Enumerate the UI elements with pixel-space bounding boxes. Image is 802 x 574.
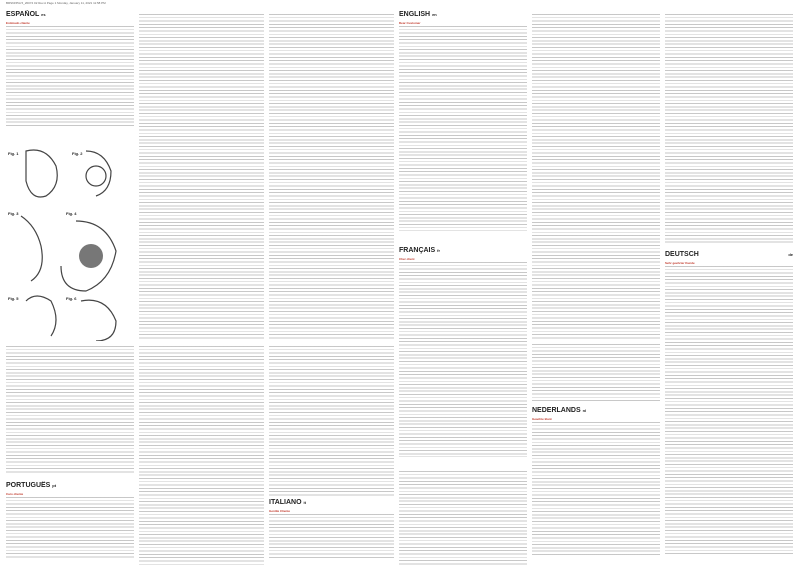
section-sub-nl: Geachte klant xyxy=(532,417,552,421)
column-6-de xyxy=(665,250,793,566)
column-2 xyxy=(139,14,264,339)
section-title-pt: PORTUGUÊS pt xyxy=(6,482,57,489)
column-3 xyxy=(269,14,394,339)
section-title-en: ENGLISH en xyxy=(399,11,437,18)
column-4-fr xyxy=(399,246,527,466)
column-4 xyxy=(399,10,527,240)
fig-label-3: Fig. 3 xyxy=(8,211,19,216)
column-2-lower xyxy=(139,346,264,566)
section-sub-en: Dear Customer xyxy=(399,21,421,25)
fig-label-2: Fig. 2 xyxy=(72,151,83,156)
manual-sheet xyxy=(6,6,796,568)
section-sub-it: Gentile Cliente xyxy=(269,509,291,513)
column-1 xyxy=(6,10,134,140)
fig-label-4: Fig. 4 xyxy=(66,211,77,216)
fig-label-1: Fig. 1 xyxy=(8,151,19,156)
section-title-nl: NEDERLANDS nl xyxy=(532,407,587,414)
section-title-de: DEUTSCH de xyxy=(665,251,793,258)
section-sub-fr: Cher client xyxy=(399,257,415,261)
column-5-nl xyxy=(532,406,660,566)
column-6 xyxy=(665,14,793,244)
column-3-it xyxy=(269,498,394,566)
column-3-lower xyxy=(269,346,394,496)
section-title-fr: FRANÇAIS fr xyxy=(399,247,441,254)
column-5-mid xyxy=(532,344,660,402)
section-sub-de: Sehr geehrter Kunde xyxy=(665,261,695,265)
column-4-lower xyxy=(399,471,527,566)
column-5 xyxy=(532,14,660,339)
print-header: BRS6155A 5_20074 02 Rev.A Page 1 Monday, January 11, 2021 11:58 PM xyxy=(6,1,106,5)
column-1-pt xyxy=(6,481,134,566)
fig-label-6: Fig. 6 xyxy=(66,296,77,301)
section-sub-es: Estimado cliente xyxy=(6,21,30,25)
section-title-es: ESPAÑOL es xyxy=(6,11,46,18)
section-title-it: ITALIANO it xyxy=(269,499,306,506)
fig-label-5: Fig. 5 xyxy=(8,296,19,301)
column-1-lower xyxy=(6,346,134,476)
figures-area xyxy=(6,141,134,341)
section-sub-pt: Caro cliente xyxy=(6,492,24,496)
